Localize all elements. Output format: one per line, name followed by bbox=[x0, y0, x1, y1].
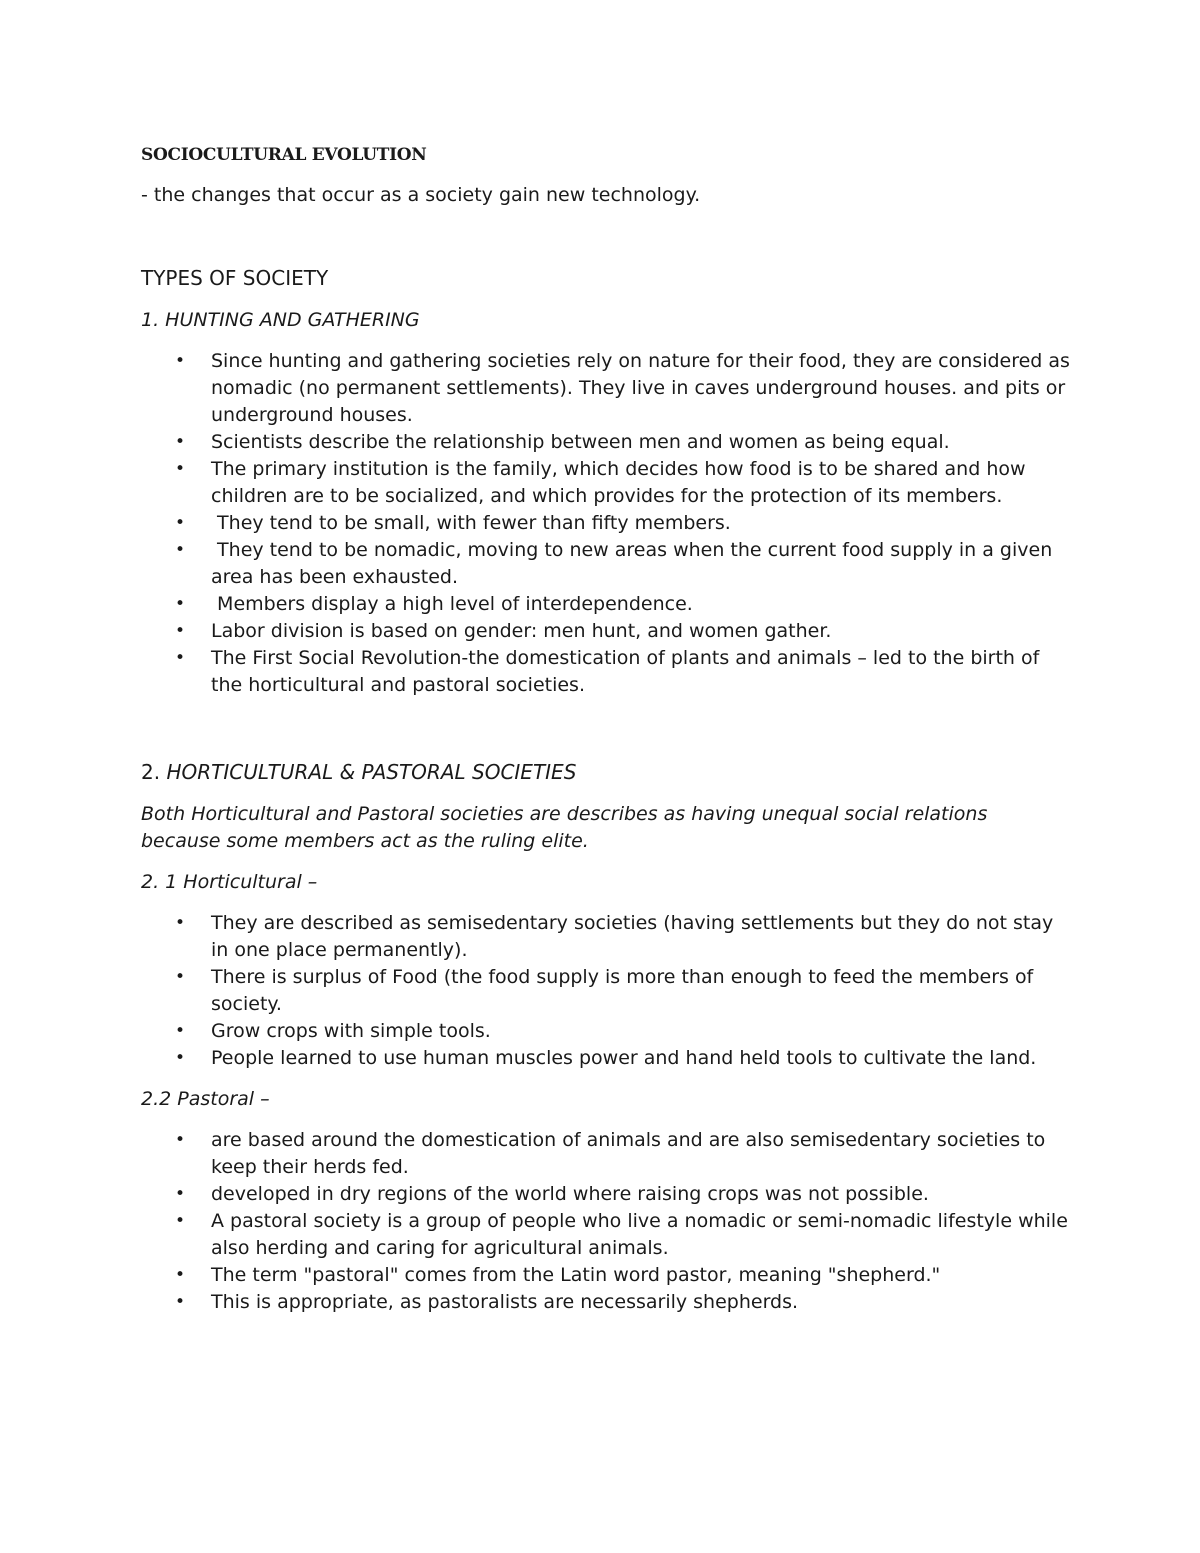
bullet-icon: • bbox=[175, 648, 186, 668]
list-item-text: They are described as semisedentary societies (having settlements but they do not stay in one place permanently). bbox=[211, 912, 1060, 961]
horticultural-pastoral-intro: Both Horticultural and Pastoral societies are describes as having unequal social relations because some members act as the ruling elite. bbox=[141, 803, 988, 852]
definition-text: - the changes that occur as a society gain new technology. bbox=[141, 184, 701, 206]
document-title: SOCIOCULTURAL EVOLUTION bbox=[141, 145, 427, 165]
bullet-icon: • bbox=[175, 459, 186, 479]
pastoral-list bbox=[141, 1127, 1074, 1316]
list-item-text: are based around the domestication of animals and are also semisedentary societies to keep their herds fed. bbox=[211, 1129, 1052, 1178]
list-item bbox=[141, 1289, 1071, 1316]
bullet-icon: • bbox=[175, 967, 186, 987]
hunting-heading: 1. HUNTING AND GATHERING bbox=[141, 309, 420, 331]
list-item bbox=[141, 1208, 1074, 1262]
bullet-icon: • bbox=[175, 621, 186, 641]
list-item bbox=[141, 1018, 1071, 1045]
list-item-text: They tend to be small, with fewer than fifty members. bbox=[211, 512, 731, 534]
bullet-icon: • bbox=[175, 594, 186, 614]
bullet-icon: • bbox=[175, 1130, 186, 1150]
list-item-text: Members display a high level of interdependence. bbox=[211, 593, 693, 615]
list-item-text: Labor division is based on gender: men hunt, and women gather. bbox=[211, 620, 832, 642]
list-item-text: There is surplus of Food (the food supply is more than enough to feed the members of society. bbox=[211, 966, 1040, 1015]
bullet-icon: • bbox=[175, 540, 186, 560]
list-item bbox=[141, 964, 1071, 1018]
list-item bbox=[141, 429, 1071, 456]
list-item-text: A pastoral society is a group of people who live a nomadic or semi-nomadic lifestyle while also herding and caring for agricultural animals. bbox=[211, 1210, 1074, 1259]
list-item bbox=[141, 1127, 1071, 1181]
bullet-icon: • bbox=[175, 1265, 186, 1285]
hunting-list bbox=[141, 348, 1076, 699]
horticultural-pastoral-heading bbox=[141, 757, 1071, 787]
bullet-icon: • bbox=[175, 1021, 186, 1041]
list-item bbox=[141, 510, 1071, 537]
list-item bbox=[141, 1045, 1071, 1072]
list-item-text: Grow crops with simple tools. bbox=[211, 1020, 491, 1042]
types-heading: TYPES OF SOCIETY bbox=[141, 266, 329, 290]
bullet-icon: • bbox=[175, 913, 186, 933]
list-item-text: The term "pastoral" comes from the Latin word pastor, meaning "shepherd." bbox=[211, 1264, 941, 1286]
document-page bbox=[141, 140, 1076, 1316]
list-item bbox=[141, 348, 1076, 429]
list-item bbox=[141, 456, 1071, 510]
list-item bbox=[141, 910, 1071, 964]
bullet-icon: • bbox=[175, 1184, 186, 1204]
bullet-icon: • bbox=[175, 513, 186, 533]
bullet-icon: • bbox=[175, 351, 186, 371]
list-item bbox=[141, 1262, 1071, 1289]
list-item-text: This is appropriate, as pastoralists are necessarily shepherds. bbox=[211, 1291, 799, 1313]
list-item-text: Since hunting and gathering societies rely on nature for their food, they are considered as nomadic (no permanent settlements). They live in caves underground houses. and pits or underground houses. bbox=[211, 350, 1076, 426]
list-item bbox=[141, 537, 1071, 591]
pastoral-heading: 2.2 Pastoral – bbox=[141, 1088, 270, 1110]
list-item-text: People learned to use human muscles power and hand held tools to cultivate the land. bbox=[211, 1047, 1037, 1069]
list-item bbox=[141, 618, 1071, 645]
horticultural-heading: 2. 1 Horticultural – bbox=[141, 871, 318, 893]
list-item-text: developed in dry regions of the world where raising crops was not possible. bbox=[211, 1183, 929, 1205]
list-item-text: The First Social Revolution-the domestication of plants and animals – led to the birth of the horticultural and pastoral societies. bbox=[211, 647, 1046, 696]
list-item bbox=[141, 1181, 1071, 1208]
list-item-text: Scientists describe the relationship between men and women as being equal. bbox=[211, 431, 950, 453]
section-title: HORTICULTURAL & PASTORAL SOCIETIES bbox=[166, 760, 577, 784]
bullet-icon: • bbox=[175, 1292, 186, 1312]
horticultural-list bbox=[141, 910, 1071, 1072]
bullet-icon: • bbox=[175, 1211, 186, 1231]
bullet-icon: • bbox=[175, 432, 186, 452]
section-number: 2. bbox=[141, 760, 167, 784]
list-item bbox=[141, 591, 1071, 618]
list-item-text: The primary institution is the family, which decides how food is to be shared and how children are to be socialized, and which provides for the protection of its members. bbox=[211, 458, 1032, 507]
bullet-icon: • bbox=[175, 1048, 186, 1068]
list-item-text: They tend to be nomadic, moving to new areas when the current food supply in a given area has been exhausted. bbox=[211, 539, 1059, 588]
list-item bbox=[141, 645, 1071, 699]
